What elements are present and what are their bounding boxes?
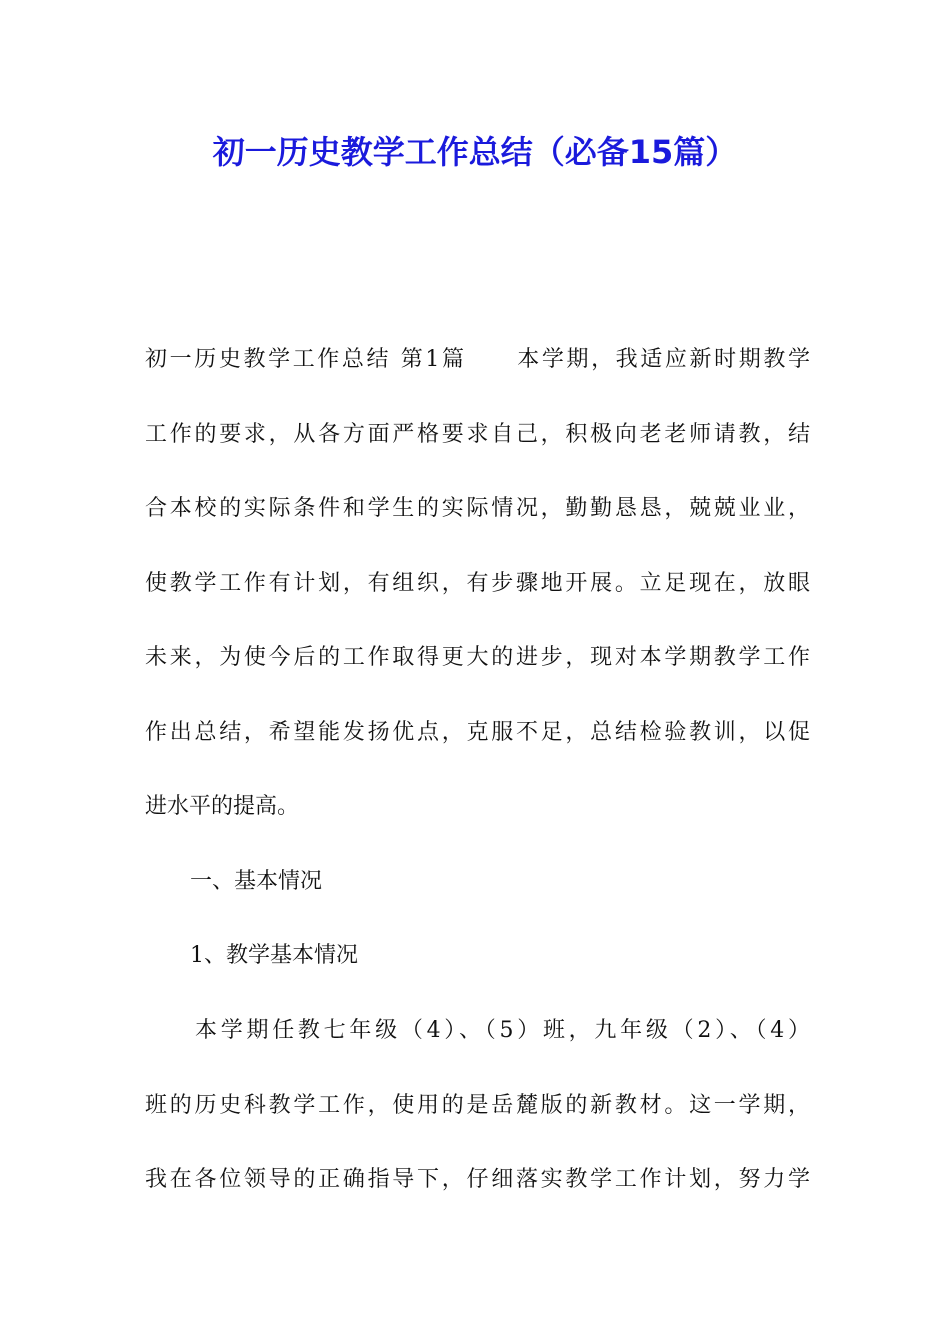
heading-teaching-situation: 1、教学基本情况 [190,943,358,968]
paragraph-line: 工作的要求，从各方面严格要求自己，积极向老老师请教，结 [145,421,810,447]
document-title: 初一历史教学工作总结（必备15篇） [212,133,738,171]
paragraph-line: 使教学工作有计划，有组织，有步骤地开展。立足现在，放眼 [145,570,810,596]
paragraph-line [145,323,810,398]
heading-basic-situation: 一、基本情况 [190,869,323,894]
paragraph-line: 我在各位领导的正确指导下，仔细落实教学工作计划，努力学 [145,1167,810,1192]
section-heading-inline: 初一历史教学工作总结 第1篇 [145,347,467,372]
paragraph-line: 班的历史科教学工作，使用的是岳麓版的新教材。这一学期， [145,1092,810,1118]
paragraph-text: 本学期，我适应新时期教学 [514,347,810,372]
paragraph-line: 本学期任教七年级（4）、（5）班，九年级（2）、（4） [195,1018,810,1043]
paragraph-intro [145,323,810,845]
paragraph-line: 未来，为使今后的工作取得更大的进步，现对本学期教学工作 [145,645,810,670]
paragraph-line: 作出总结，希望能发扬优点，克服不足，总结检验教训，以促 [145,719,810,745]
paragraph-line: 合本校的实际条件和学生的实际情况，勤勤恳恳，兢兢业业， [145,496,810,521]
paragraph-teaching [145,994,810,1218]
paragraph-line: 进水平的提高。 [145,794,300,819]
